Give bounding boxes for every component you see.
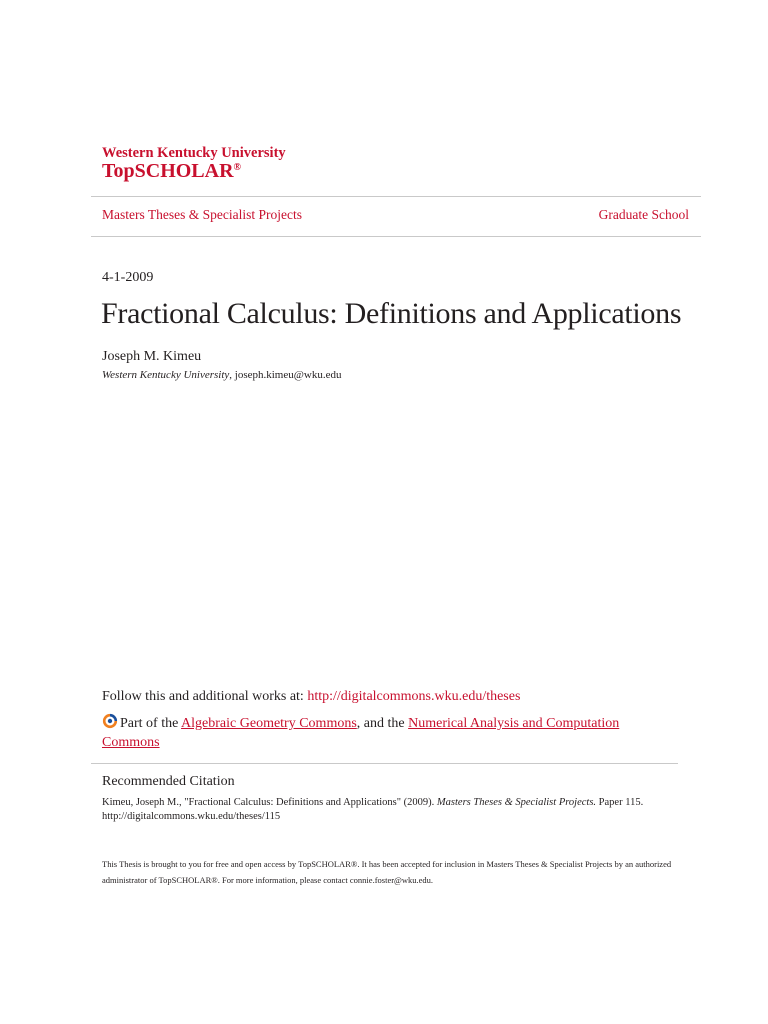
graduate-school-link[interactable]: Graduate School <box>598 207 689 222</box>
registered-mark: ® <box>233 162 242 173</box>
algebraic-geometry-commons-link[interactable]: Algebraic Geometry Commons <box>181 716 357 731</box>
follow-url-link[interactable]: http://digitalcommons.wku.edu/theses <box>307 689 521 704</box>
citation-series: Masters Theses & Specialist Projects. <box>436 797 597 808</box>
author-institution: Western Kentucky University <box>102 369 230 381</box>
university-name: Western Kentucky University <box>102 145 286 161</box>
author-name: Joseph M. Kimeu <box>102 349 202 364</box>
and-the-text: , and the <box>356 716 409 731</box>
author-email-link[interactable]: joseph.kimeu@wku.edu <box>234 369 342 381</box>
numerical-analysis-commons-link[interactable]: Numerical Analysis and Computation Commons <box>102 716 620 750</box>
author-affiliation <box>102 369 341 381</box>
part-of-prefix: Part of the <box>120 716 182 731</box>
affiliation-separator: , <box>229 369 235 381</box>
citation-url-link[interactable]: http://digitalcommons.wku.edu/theses/115 <box>102 811 281 822</box>
brand-logo[interactable] <box>102 160 241 183</box>
citation-text <box>102 796 662 824</box>
access-notice: This Thesis is brought to you for free and open access by TopSCHOLAR®. It has been accepted for inclusion in Masters Theses & Specialist Projects by an authorized administrator of TopSCHOLAR®. For more information, please contact connie.foster@wku.edu. <box>102 859 672 885</box>
brand-name: TopSCHOLAR <box>102 160 234 182</box>
open-access-icon <box>102 713 118 729</box>
publication-date: 4-1-2009 <box>102 270 154 285</box>
citation-paper-number: Paper 115. <box>596 797 644 808</box>
collection-link[interactable]: Masters Theses & Specialist Projects <box>102 207 302 222</box>
top-divider <box>91 196 701 197</box>
paper-title: Fractional Calculus: Definitions and Applications <box>101 297 682 330</box>
citation-heading: Recommended Citation <box>102 774 235 789</box>
part-of-line <box>102 713 662 752</box>
nav-divider <box>91 236 701 237</box>
citation-main: Kimeu, Joseph M., "Fractional Calculus: Definitions and Applications" (2009). <box>102 797 437 808</box>
citation-divider <box>91 763 678 764</box>
follow-line <box>102 689 520 705</box>
follow-label: Follow this and additional works at: <box>102 689 308 704</box>
